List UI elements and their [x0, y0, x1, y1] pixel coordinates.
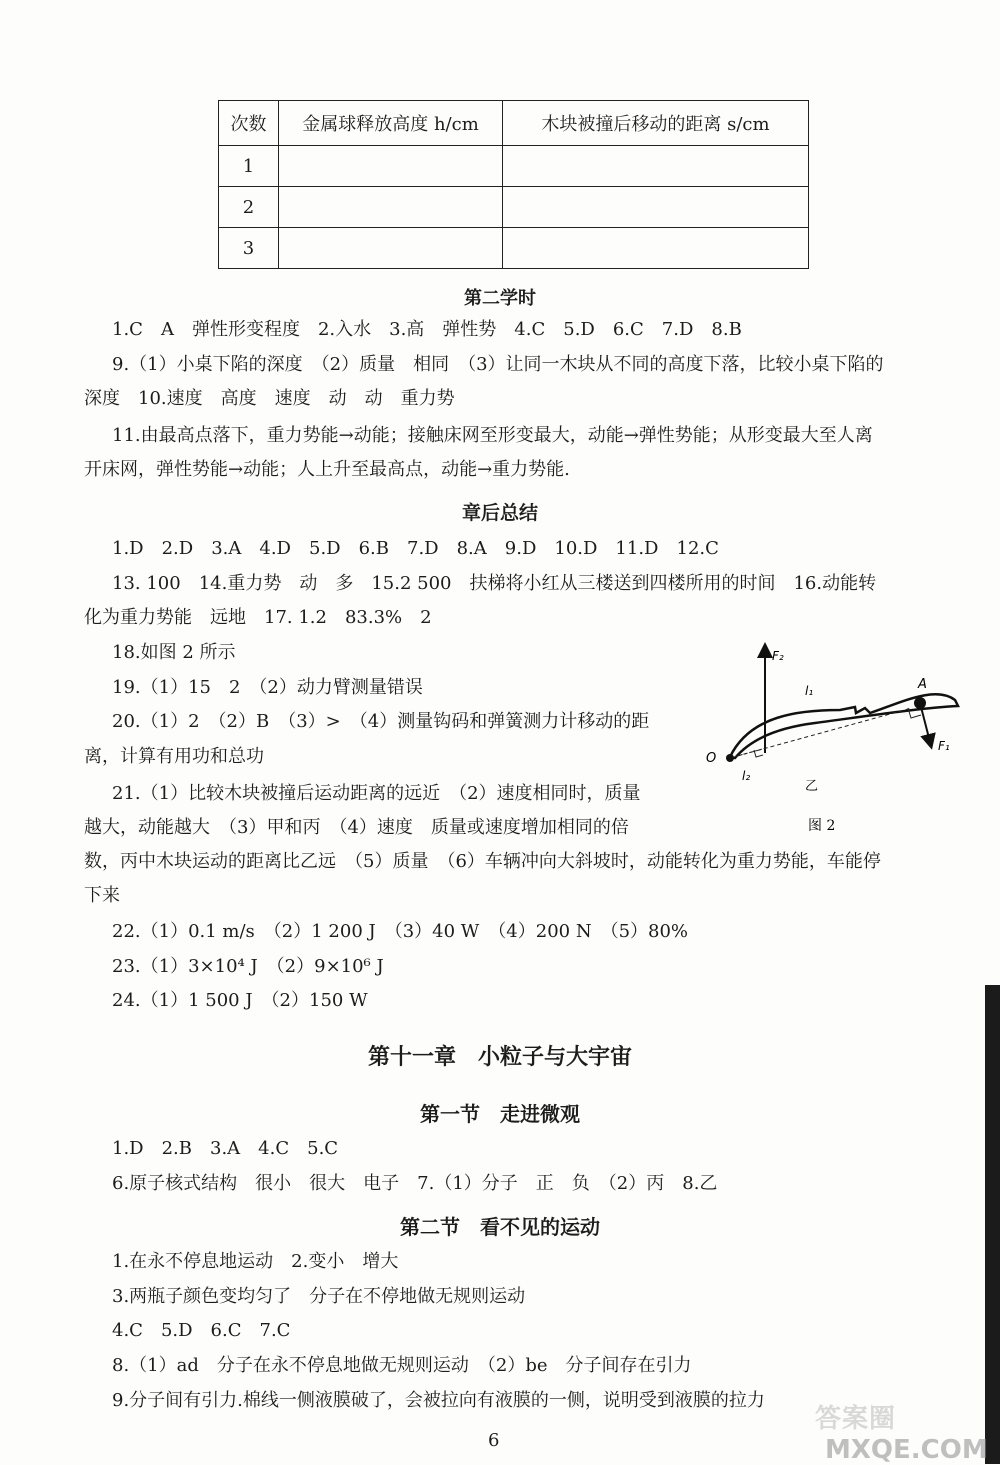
edge-bar [985, 985, 1000, 1464]
chapter-title: 第十一章 小粒子与大宇宙 [367, 1044, 632, 1070]
label-o: O [706, 751, 717, 766]
table-row [219, 146, 809, 187]
label-f1: F₁ [938, 739, 950, 753]
answer-line: 13. 100 14.重力势 动 多 15.2 500 扶梯将小红从三楼送到四楼所用的时间 16.动能转 [112, 573, 877, 594]
section-heading: 第一节 走进微观 [420, 1102, 580, 1126]
page-number: 6 [488, 1430, 500, 1451]
answer-line: 8.（1）ad 分子在永不停息地做无规则运动 （2）be 分子间存在引力 [112, 1355, 692, 1376]
answer-line: 1.D 2.D 3.A 4.D 5.D 6.B 7.D 8.A 9.D 10.D 11.D 12.C [112, 538, 719, 559]
table-row [219, 228, 809, 269]
figure-caption: 图 2 [808, 818, 836, 834]
pivot-o [726, 754, 734, 762]
answer-line: 22.（1）0.1 m/s （2）1 200 J （3）40 W （4）200 N （5）80% [112, 921, 689, 942]
table-cell [279, 146, 503, 187]
answer-line: 1.在永不停息地运动 2.变小 增大 [112, 1251, 399, 1272]
section-heading: 第二节 看不见的运动 [400, 1215, 600, 1239]
answer-line: 19.（1）15 2 （2）动力臂测量错误 [112, 677, 423, 698]
answer-line: 数，丙中木块运动的距离比乙远 （5）质量 （6）车辆冲向大斜坡时，动能转化为重力势能，车能停 [84, 851, 881, 872]
answer-line: 18.如图 2 所示 [112, 642, 236, 663]
watermark-url: MXQE.COM [825, 1435, 988, 1465]
label-f2: F₂ [772, 649, 784, 663]
label-a: A [918, 677, 927, 692]
answer-line: 9.分子间有引力.棉线一侧液膜破了，会被拉向有液膜的一侧，说明受到液膜的拉力 [112, 1390, 765, 1411]
answer-line: 1.C A 弹性形变程度 2.入水 3.高 弹性势 4.C 5.D 6.C 7.D 8.B [112, 319, 742, 340]
answer-line: 21.（1）比较木块被撞后运动距离的远近 （2）速度相同时，质量 [112, 783, 641, 804]
table-cell: 3 [219, 228, 279, 269]
table-cell: 1 [219, 146, 279, 187]
answer-line: 深度 10.速度 高度 速度 动 动 重力势 [84, 388, 455, 409]
section-heading: 章后总结 [461, 502, 538, 524]
section-heading: 第二学时 [464, 288, 536, 309]
table-cell: 2 [219, 187, 279, 228]
answer-line: 23.（1）3×10⁴ J （2）9×10⁶ J [112, 956, 384, 977]
label-l2: l₂ [742, 769, 751, 783]
table-header-row [219, 101, 809, 146]
lever-diagram [690, 640, 980, 840]
table-cell [279, 187, 503, 228]
answer-line: 4.C 5.D 6.C 7.C [112, 1320, 291, 1341]
answer-line: 开床网，弹性势能→动能；人上升至最高点，动能→重力势能. [84, 459, 570, 480]
answer-line: 6.原子核式结构 很小 很大 电子 7.（1）分子 正 负 （2）丙 8.乙 [112, 1173, 718, 1194]
answer-line: 下来 [84, 885, 120, 906]
table-header-cell: 金属球释放高度 h/cm [279, 101, 503, 146]
table-cell [503, 228, 809, 269]
answer-line: 3.两瓶子颜色变均匀了 分子在不停地做无规则运动 [112, 1286, 526, 1307]
answer-line: 化为重力势能 远地 17. 1.2 83.3% 2 [84, 607, 432, 628]
table-cell [503, 146, 809, 187]
data-table [218, 100, 809, 269]
label-yi: 乙 [805, 779, 819, 794]
watermark-text: 答案圈 [815, 1404, 897, 1434]
answer-line: 11.由最高点落下，重力势能→动能；接触床网至形变最大，动能→弹性势能；从形变最大至人离 [112, 425, 873, 446]
label-l1: l₁ [805, 684, 814, 698]
answer-line: 9.（1）小桌下陷的深度 （2）质量 相同 （3）让同一木块从不同的高度下落，比较小桌下陷的 [112, 354, 884, 375]
dashed-line [730, 708, 912, 758]
answer-line: 离，计算有用功和总功 [84, 746, 264, 767]
table-header-cell: 木块被撞后移动的距离 s/cm [503, 101, 809, 146]
table-row [219, 187, 809, 228]
answer-line: 24.（1）1 500 J （2）150 W [112, 990, 368, 1011]
answer-line: 20.（1）2 （2）B （3）> （4）测量钩码和弹簧测力计移动的距 [112, 711, 650, 732]
answer-line: 1.D 2.B 3.A 4.C 5.C [112, 1138, 339, 1159]
table-cell [279, 228, 503, 269]
table-cell [503, 187, 809, 228]
table-header-cell: 次数 [219, 101, 279, 146]
answer-line: 越大，动能越大 （3）甲和丙 （4）速度 质量或速度增加相同的倍 [84, 817, 629, 838]
